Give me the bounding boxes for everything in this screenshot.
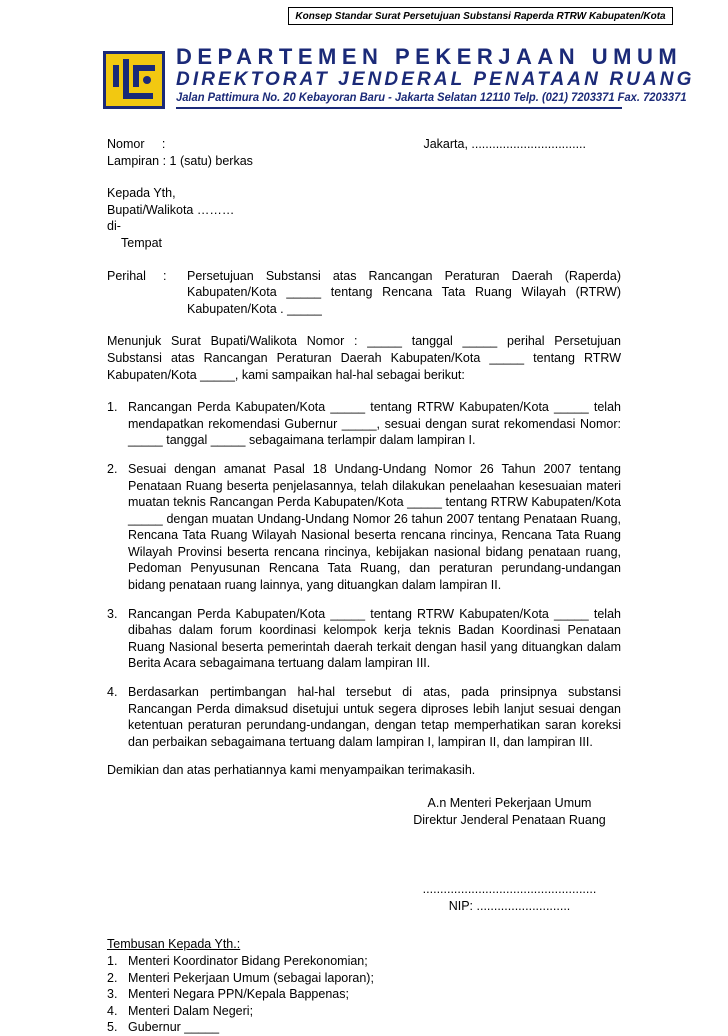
- item-number: 3.: [107, 606, 118, 621]
- cc-item-number: 1.: [107, 953, 118, 968]
- signature-title: A.n Menteri Pekerjaan Umum: [427, 796, 592, 810]
- cc-item-text: Menteri Dalam Negeri;: [128, 1003, 254, 1018]
- item-text: Rancangan Perda Kabupaten/Kota _____ tentang RTRW Kabupaten/Kota _____ telah mendapatkan rekomendasi Gubernur _____, sesuai dengan surat rekomendasi Nomor: _____ tanggal _____ sebagaimana terlampir dalam lampiran I.: [128, 400, 621, 448]
- cc-title: Tembusan Kepada Yth.:: [107, 937, 241, 952]
- points-list: [107, 399, 621, 750]
- pu-logo-icon: [103, 51, 165, 109]
- signature-office: Direktur Jenderal Penataan Ruang: [413, 812, 606, 827]
- item-text: Sesuai dengan amanat Pasal 18 Undang-Undang Nomor 26 Tahun 2007 tentang Penataan Ruang beserta penjelasannya, telah dilakukan penelaahan kesesuaian materi muatan teknis Rancangan Perda Kabupaten/Kota _____ tentang RTRW Kabupaten/Kota _____ dengan muatan Undang-Undang Nomor 26 tahun 2007 tentang Penataan Ruang, Rencana Tata Ruang Wilayah Nasional beserta rencana rincinya, Rencana Tata Ruang Wilayah Provinsi beserta rencana rincinya, kebijakan nasional bidang penataan ruang, Pedoman Penyusunan Rencana Tata Ruang, dan peraturan perundang-undangan bidang penataan ruang lainnya, yang dituangkan dalam lampiran II.: [128, 461, 621, 593]
- closing-paragraph: Demikian dan atas perhatiannya kami menyampaikan terimakasih.: [107, 763, 476, 778]
- signature-name-line: ..................................................: [422, 882, 597, 897]
- nomor-label: Nomor :: [107, 137, 166, 151]
- item-number: 2.: [107, 461, 118, 476]
- subject-block: [107, 268, 621, 318]
- intro-paragraph: Menunjuk Surat Bupati/Walikota Nomor : _____ tanggal _____ perihal Persetujuan Substansi atas Rancangan Peraturan Daerah Kabupaten/Kota _____ tentang RTRW Kabupaten/Kota _____, kami sampaikan hal-hal sebagai berikut:: [107, 334, 621, 382]
- list-item: [107, 684, 621, 750]
- cc-item: [107, 953, 621, 970]
- cc-item-number: 5.: [107, 1020, 118, 1035]
- cc-item-text: Menteri Pekerjaan Umum (sebagai laporan);: [128, 970, 374, 985]
- cc-item-text: Gubernur _____: [128, 1020, 220, 1035]
- nomor-date-row: [107, 136, 621, 153]
- cc-list: [107, 936, 621, 1036]
- cc-item-number: 4.: [107, 1003, 118, 1018]
- header-divider: [176, 107, 622, 109]
- letter-body: [107, 136, 621, 1036]
- cc-item-number: 3.: [107, 987, 118, 1002]
- recipient-line: Kepada Yth,: [107, 186, 176, 201]
- subject-colon: :: [163, 268, 167, 283]
- item-text: Rancangan Perda Kabupaten/Kota _____ tentang RTRW Kabupaten/Kota _____ telah dibahas dalam forum koordinasi kelompok kerja teknis Badan Koordinasi Penataan Ruang Nasional beserta pemerintah daerah terkait dengan hasil yang dituangkan dalam Berita Acara sebagaimana tertuang dalam lampiran III.: [128, 606, 621, 671]
- cc-item-text: Menteri Negara PPN/Kepala Bappenas;: [128, 987, 349, 1002]
- recipient-line: Bupati/Walikota ………: [107, 202, 235, 217]
- cc-item-number: 2.: [107, 970, 118, 985]
- cc-item: [107, 1003, 621, 1020]
- org-address: Jalan Pattimura No. 20 Kebayoran Baru - Jakarta Selatan 12110 Telp. (021) 7203371 Fax. 7203371: [176, 90, 687, 104]
- cc-item: [107, 986, 621, 1003]
- lampiran-line: Lampiran : 1 (satu) berkas: [107, 153, 253, 168]
- subject-label: Perihal: [107, 268, 146, 283]
- list-item: [107, 399, 621, 449]
- org-name-primary: DEPARTEMEN PEKERJAAN UMUM: [176, 44, 683, 69]
- recipient-place: Tempat: [121, 235, 162, 250]
- signature-nip: NIP: ...........................: [448, 898, 571, 913]
- list-item: [107, 461, 621, 594]
- document-type-label: Konsep Standar Surat Persetujuan Substansi Raperda RTRW Kabupaten/Kota: [288, 7, 673, 25]
- item-number: 4.: [107, 685, 118, 700]
- letter-date: Jakarta, .................................: [423, 137, 586, 151]
- item-number: 1.: [107, 400, 118, 415]
- item-text: Berdasarkan pertimbangan hal-hal tersebut di atas, pada prinsipnya substansi Rancangan Perda dimaksud disetujui untuk segera diproses lebih lanjut sesuai dengan ketentuan peraturan perundang-undangan, dengan tetap memperhatikan saran koreksi dan perbaikan sebagaimana tertuang dalam lampiran I, lampiran II, dan lampiran III.: [128, 685, 621, 749]
- org-name-secondary: DIREKTORAT JENDERAL PENATAAN RUANG: [176, 69, 695, 90]
- list-item: [107, 606, 621, 672]
- recipient-line: di-: [107, 219, 121, 234]
- signature-block: [407, 795, 612, 914]
- cc-item: [107, 970, 621, 987]
- subject-text: Persetujuan Substansi atas Rancangan Peraturan Daerah (Raperda) Kabupaten/Kota _____ tentang Rencana Tata Ruang Wilayah (RTRW) Kabupaten/Kota . _____: [187, 268, 621, 316]
- cc-item-text: Menteri Koordinator Bidang Perekonomian;: [128, 953, 368, 968]
- cc-item: [107, 1019, 621, 1036]
